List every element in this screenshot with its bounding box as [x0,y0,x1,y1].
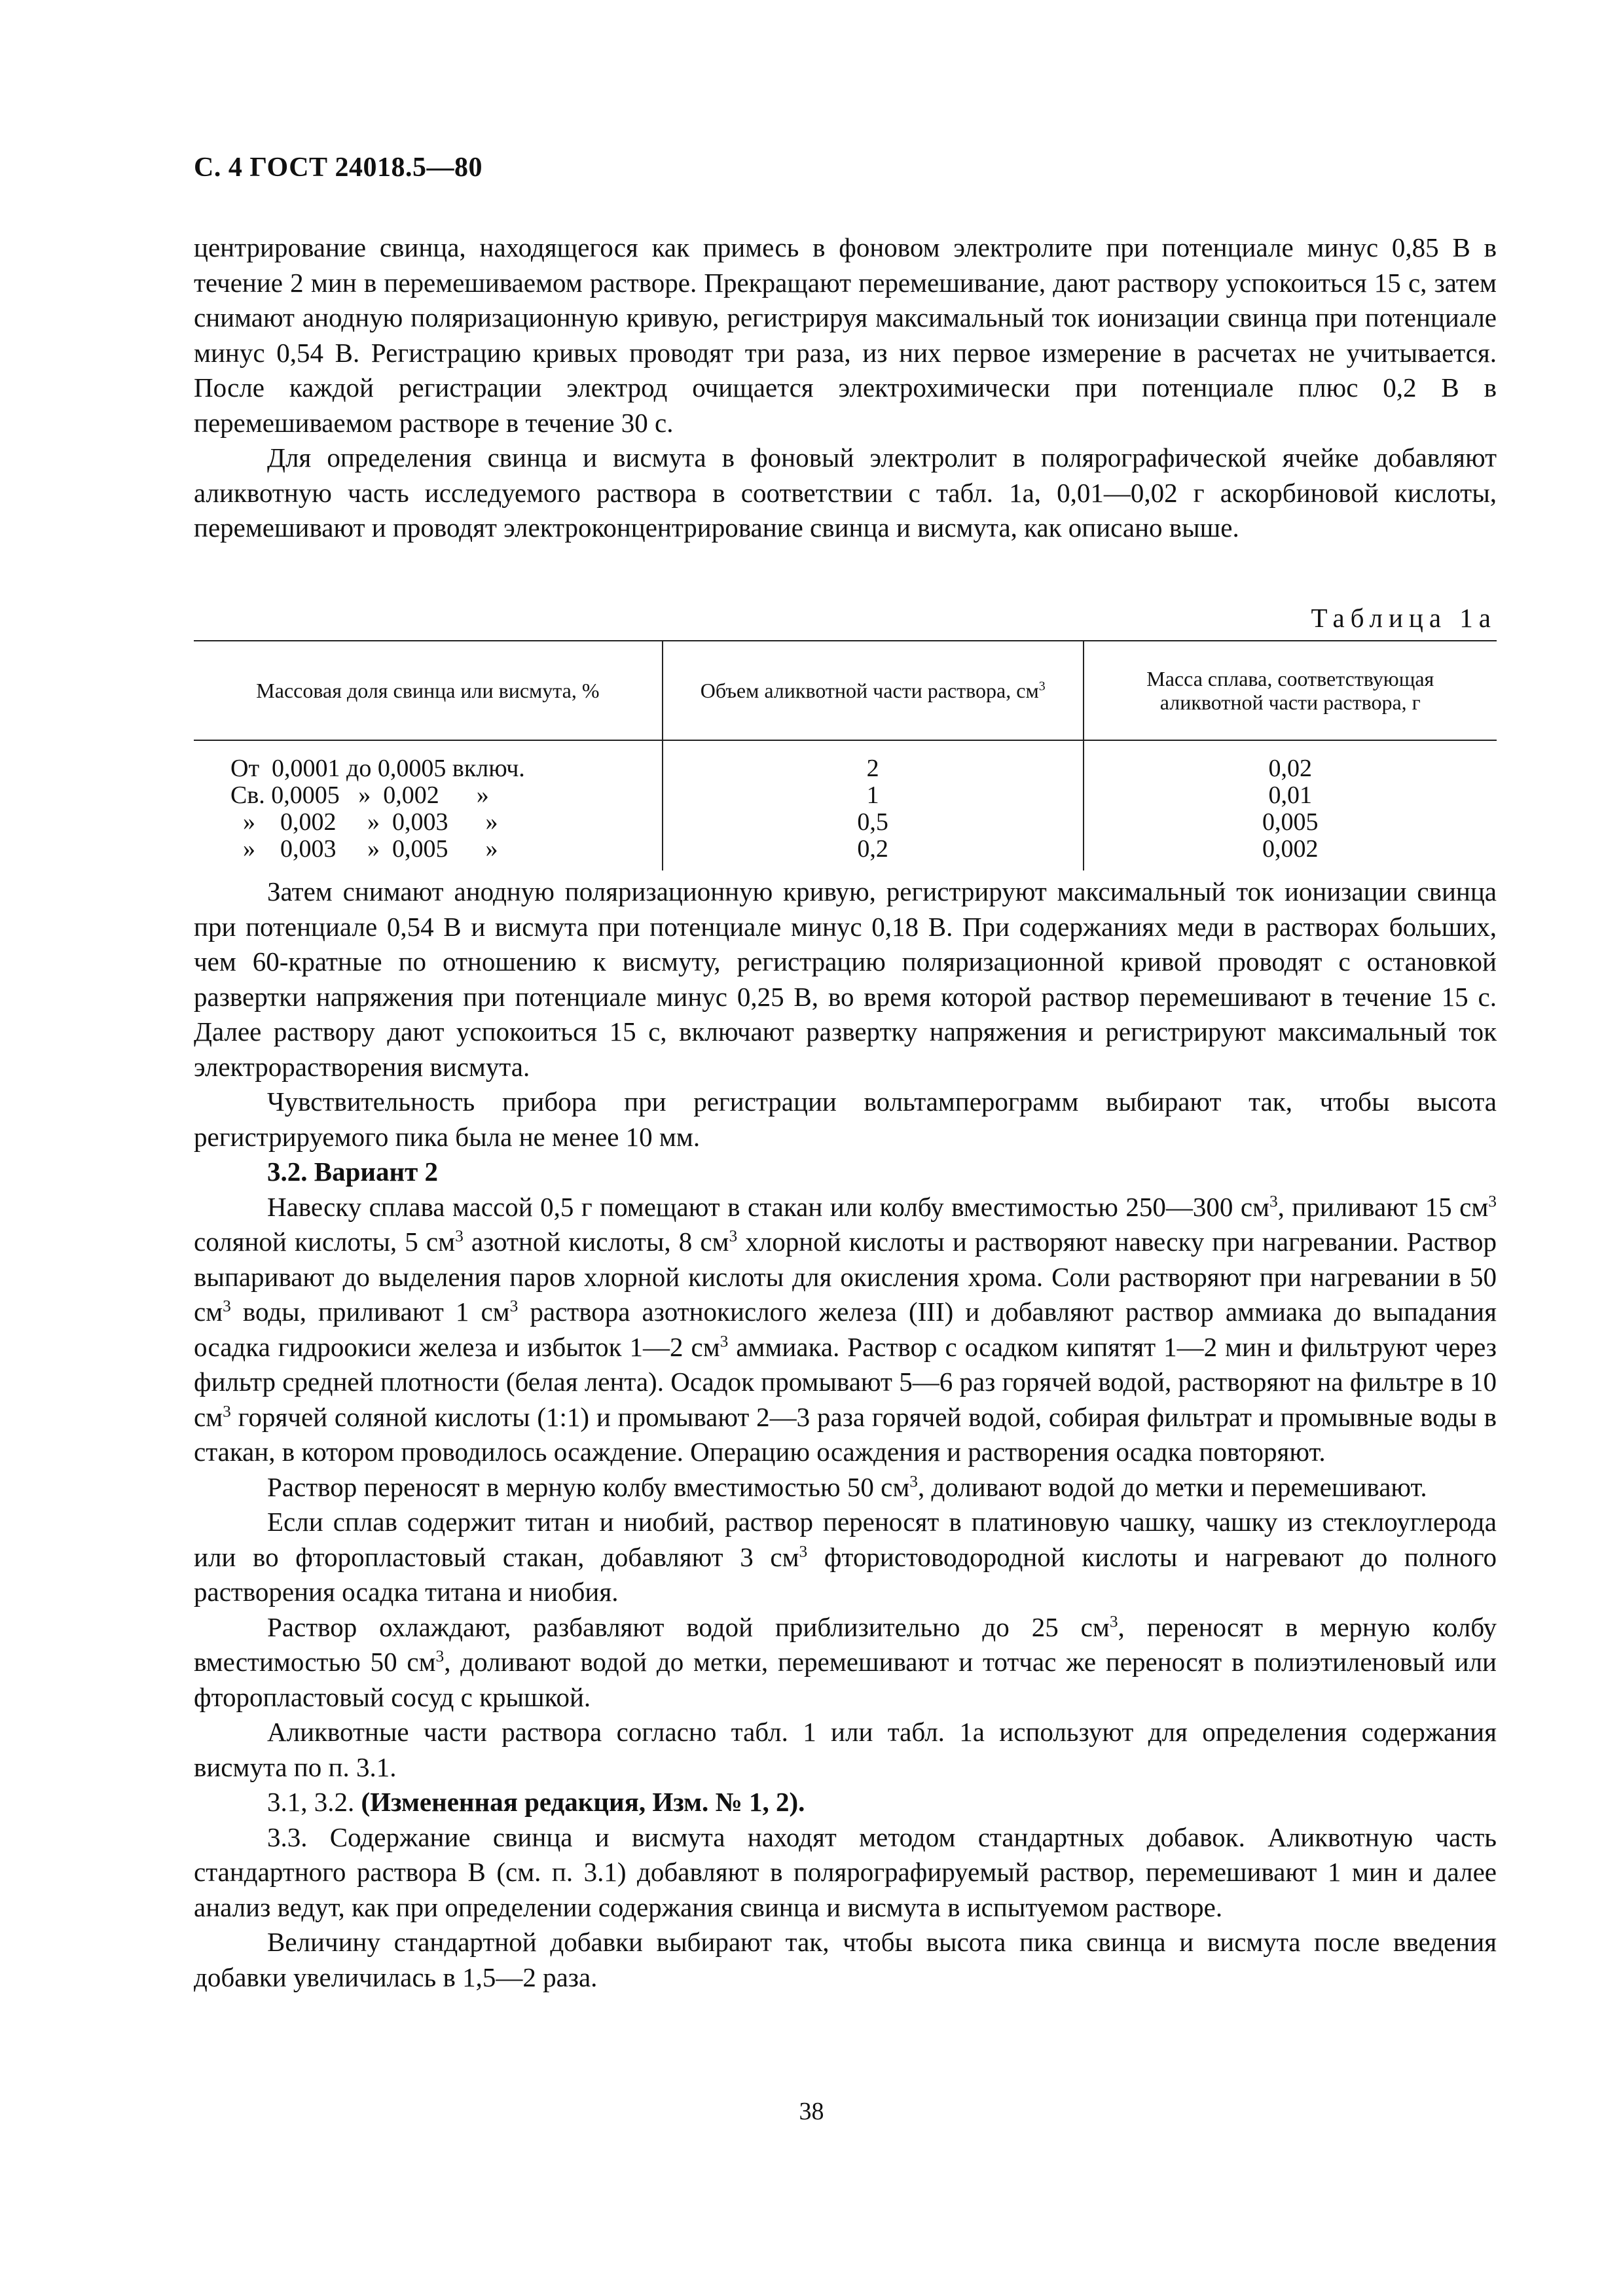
mass-cell: 0,01 [1084,782,1497,809]
table-row [194,740,1497,782]
table-header-row [194,641,1497,740]
section-heading: 3.2. Вариант 2 [267,1157,439,1187]
column-header: Массовая доля свинца или висмута, % [194,641,663,740]
fraction-cell: Св. 0,0005 » 0,002 » [230,781,489,809]
volume-cell: 2 [663,740,1084,782]
table-caption: Таблица 1а [1311,603,1497,633]
body-text [194,874,1497,1995]
data-table [194,640,1497,870]
paragraph: Раствор охлаждают, разбавляют водой приблизительно до 25 $см^3$, переносят в мерную колбу вместимостью 50 $см^3$, доливают водой до метки, перемешивают и тотчас же переносят в полиэтиленовый или фторопластовый сосуд с крышкой. [194,1611,1497,1712]
volume-cell: 0,5 [663,809,1084,836]
table-row [194,809,1497,836]
column-header: Масса сплава, соответствующая аликвотной части раствора, г [1084,641,1497,740]
fraction-cell: От 0,0001 до 0,0005 включ. [230,755,525,782]
volume-cell: 0,2 [663,836,1084,870]
table-row [194,782,1497,809]
fraction-cell: » 0,003 » 0,005 » [230,835,498,863]
mass-cell: 0,02 [1084,740,1497,782]
paragraph: Затем снимают анодную поляризационную кривую, регистрируют максимальный ток ионизации свинца при потенциале 0,54 В и висмута при потенциале минус 0,18 В. При содержаниях меди в растворах больших, чем 60-кратные по отношению к висмуту, регистрацию поляризационной кривой проводят с остановкой развертки напряжения при потенциале минус 0,25 В, во время которой раствор перемешивают в течение 15 с. Далее раствору дают успокоиться 15 с, включают развертку напряжения и регистрируют максимальный ток электрорастворения висмута. [194,876,1497,1082]
fraction-cell: » 0,002 » 0,003 » [230,808,498,836]
amendment-note: 3.1, 3.2. (Измененная редакция, Изм. № 1, 2). [267,1787,805,1817]
paragraph: Раствор переносят в мерную колбу вместимостью 50 $см^3$, доливают водой до метки и перемешивают. [267,1471,1427,1502]
paragraph: Чувствительность прибора при регистрации вольтамперограмм выбирают так, чтобы высота регистрируемого пика была не менее 10 мм. [194,1086,1497,1152]
page-header: С. 4 ГОСТ 24018.5—80 [194,152,483,183]
paragraph: Если сплав содержит титан и ниобий, раствор переносят в платиновую чашку, чашку из стеклоуглерода или во фторопластовый стакан, добавляют 3 $см^3$ фтористоводородной кислоты и нагревают до полного растворения осадка титана и ниобия. [194,1507,1497,1607]
paragraph: Величину стандартной добавки выбирают так, чтобы высота пика свинца и висмута после введения добавки увеличилась в 1,5—2 раза. [194,1927,1497,1992]
column-header: Объем аликвотной части раствора, $см^3$ [663,641,1084,740]
paragraph: Навеску сплава массой 0,5 г помещают в стакан или колбу вместимостью 250—300 $см^3$, приливают 15 $см^3$ соляной кислоты, 5 $см^3$ азотной кислоты, 8 $см^3$ хлорной кислоты и растворяют навеску при нагревании. Раствор выпаривают до выделения паров хлорной кислоты для окисления хрома. Соли растворяют при нагревании в 50 $см^3$ воды, приливают 1 $см^3$ раствора азотнокислого железа (III) и добавляют раствор аммиака до выпадания осадка гидроокиси железа и избыток 1—2 $см^3$ аммиака. Раствор с осадком кипятят 1—2 мин и фильтруют через фильтр средней плотности (белая лента). Осадок промывают 5—6 раз горячей водой, растворяют на фильтре в 10 $см^3$ горячей соляной кислоты (1:1) и промывают 2—3 раза горячей водой, собирая фильтрат и промывные воды в стакан, в котором проводилось осаждение. Операцию осаждения и растворения осадка повторяют. [194,1191,1497,1467]
paragraph: Для определения свинца и висмута в фоновый электролит в полярографической ячейке добавляют аликвотную часть исследуемого раствора в соответствии с табл. 1а, 0,01—0,02 г аскорбиновой кислоты, перемешивают и проводят электроконцентрирование свинца и висмута, как описано выше. [194,442,1497,543]
paragraph: 3.3. Содержание свинца и висмута находят методом стандартных добавок. Аликвотную часть стандартного раствора В (см. п. 3.1) добавляют в полярографируемый раствор, перемешивают 1 мин и далее анализ ведут, как при определении содержания свинца и висмута в испытуемом растворе. [194,1821,1497,1922]
mass-cell: 0,002 [1084,836,1497,870]
paragraph: центрирование свинца, находящегося как примесь в фоновом электролите при потенциале минус 0,85 В в течение 2 мин в перемешиваемом растворе. Прекращают перемешивание, дают раствору успокоиться 15 с, затем снимают анодную поляризационную кривую, регистрируя максимальный ток ионизации свинца при потенциале минус 0,54 В. Регистрацию кривых проводят три раза, из них первое измерение в расчетах не учитывается. После каждой регистрации электрод очищается электрохимически при потенциале плюс 0,2 В в перемешиваемом растворе в течение 30 с. [194,232,1497,438]
intro-text [194,230,1497,546]
page-number: 38 [799,2098,824,2125]
volume-cell: 1 [663,782,1084,809]
mass-cell: 0,005 [1084,809,1497,836]
paragraph: Аликвотные части раствора согласно табл. 1 или табл. 1а используют для определения содержания висмута по п. 3.1. [194,1717,1497,1782]
table-row [194,836,1497,870]
